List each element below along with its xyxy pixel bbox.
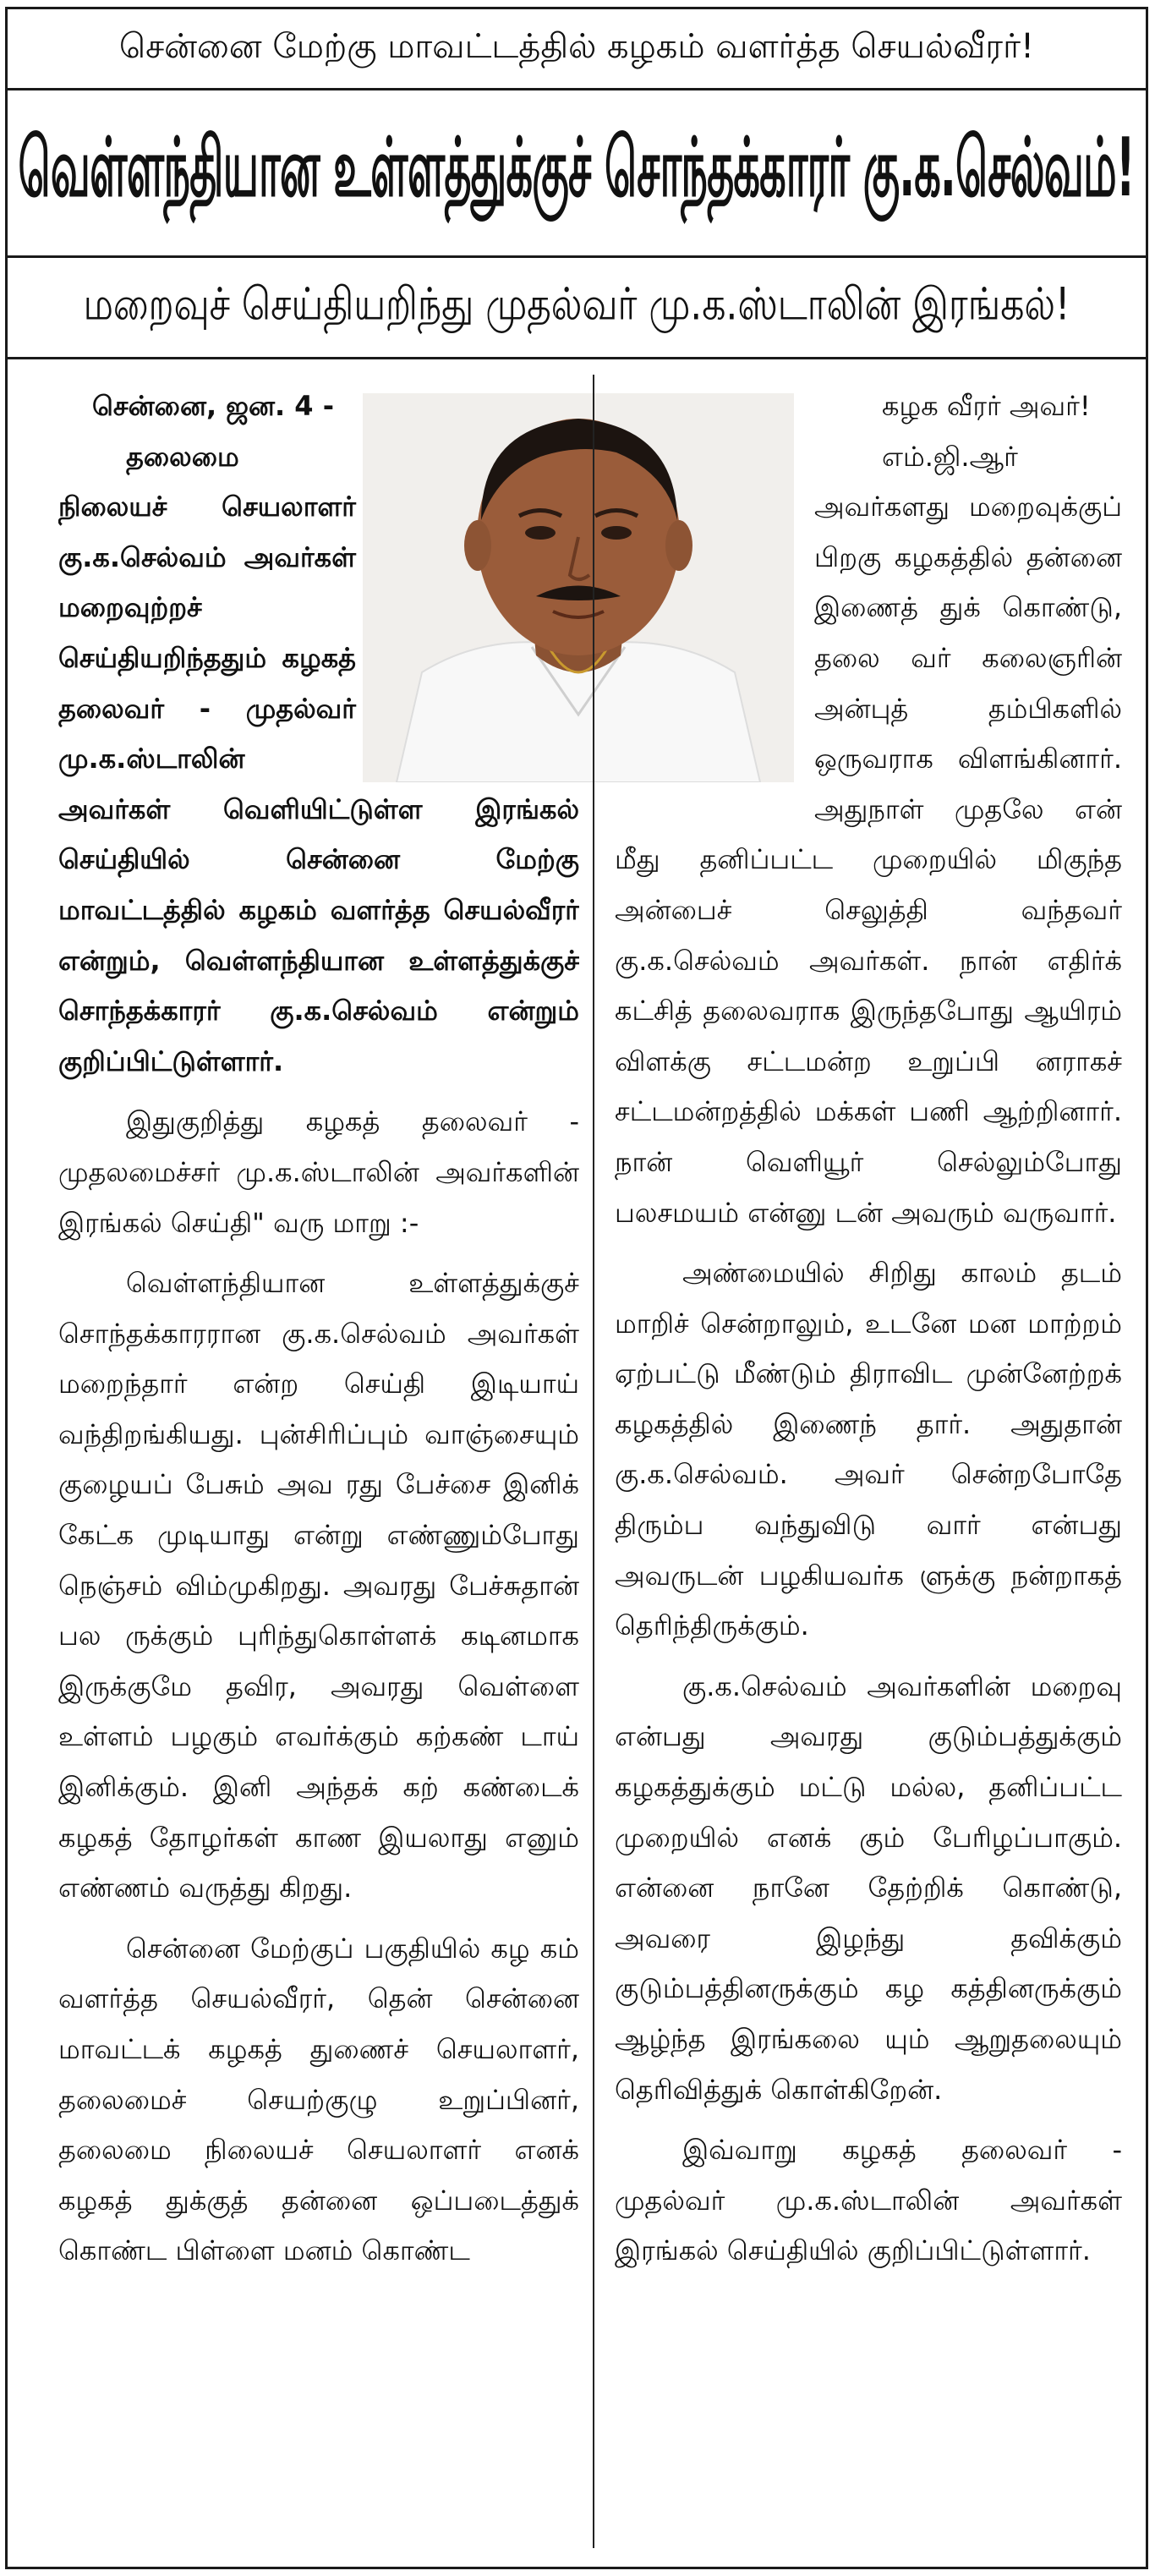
headline-sub-text: மறைவுச் செய்தியறிந்து முதல்வர் மு.க.ஸ்டாலின் இரங்கல்! <box>83 278 1070 331</box>
column-divider <box>593 375 594 2548</box>
headline-kicker <box>8 9 1146 90</box>
article-body <box>8 359 1146 2569</box>
paragraph-r3: கு.க.செல்வம் அவர்களின் மறைவு என்பது அவரது குடும்பத்துக்கும் கழகத்துக்கும் மட்டு மல்ல, தனிப்பட்ட முறையில் எனக் கும் பேரிழப்பாகும். என்னை நானே தேற்றிக் கொண்டு, அவரை இழந்து தவிக்கும் குடும்பத்தினருக்கும் கழ கத்தினருக்கும் ஆழ்ந்த இரங்கலை யும் ஆறுதலையும் தெரிவித்துக் கொள்கிறேன். <box>615 1669 1122 2106</box>
paragraph-1: இதுகுறித்து கழகத் தலைவர் - முதலமைச்சர் மு.க.ஸ்டாலின் அவர்களின் இரங்கல் செய்தி" வரு மாறு :- <box>58 1105 579 1239</box>
paragraph-3: சென்னை மேற்குப் பகுதியில் கழ கம் வளர்த்த செயல்வீரர், தென் சென்னை மாவட்டக் கழகத் துணைச் செயலாளர், தலைமைச் செயற்குழு உறுப்பினர், தலைமை நிலையச் செயலாளர் எனக் கழகத் துக்குத் தன்னை ஒப்படைத்துக் கொண்ட பிள்ளை மனம் கொண்ட <box>58 1932 579 2267</box>
left-column <box>58 359 579 2569</box>
paragraph-r0: கழக வீரர் அவர்! <box>882 390 1091 422</box>
paragraph-2: வெள்ளந்தியான உள்ளத்துக்குச் சொந்தக்காரரான கு.க.செல்வம் அவர்கள் மறைந்தார் என்ற செய்தி இடியாய் வந்திறங்கியது. புன்சிரிப்பும் வாஞ்சையும் குழையப் பேசும் அவ ரது பேச்சை இனிக் கேட்க முடியாது என்று எண்ணும்போது நெஞ்சம் விம்முகிறது. அவரது பேச்சுதான் பல ருக்கும் புரிந்துகொள்ளக் கடினமாக இருக்குமே தவிர, அவரது வெள்ளை உள்ளம் பழகும் எவர்க்கும் கற்கண் டாய் இனிக்கும். இனி அந்தக் கற் கண்டைக் கழகத் தோழர்கள் காண இயலாது எனும் எண்ணம் வருத்து கிறது. <box>58 1267 579 1905</box>
headline-main-text: வெள்ளந்தியான உள்ளத்துக்குச் சொந்தக்காரர் கு.க.செல்வம்! <box>18 120 1136 215</box>
right-column <box>615 359 1122 2569</box>
headline-kicker-text: சென்னை மேற்கு மாவட்டத்தில் கழகம் வளர்த்த செயல்வீரர்! <box>118 27 1035 66</box>
paragraph-r4: இவ்வாறு கழகத் தலைவர் - முதல்வர் மு.க.ஸ்டாலின் அவர்கள் இரங்கல் செய்தியில் குறிப்பிட்டுள்ளார். <box>615 2134 1122 2267</box>
headline-main <box>8 90 1146 258</box>
news-clipping <box>5 7 1148 2569</box>
dateline: சென்னை, ஜன. 4 - <box>92 390 334 422</box>
lead-paragraph: தலைமை நிலையச் செயலாளர் கு.க.செல்வம் அவர்கள் மறைவுற்றச் செய்தியறிந்ததும் கழகத் தலைவர் - முதல்வர் மு.க.ஸ்டாலின் அவர்கள் வெளியிட்டுள்ள இரங்கல் செய்தியில் சென்னை மேற்கு மாவட்டத்தில் கழகம் வளர்த்த செயல்வீரர் என்றும், வெள்ளந்தியான உள்ளத்துக்குச் சொந்தக்காரர் கு.க.செல்வம் என்றும் குறிப்பிட்டுள்ளார். <box>58 440 579 1077</box>
paragraph-r1: எம்.ஜி.ஆர் அவர்களது மறைவுக்குப் பிறகு கழகத்தில் தன்னை இணைத் துக் கொண்டு, தலை வர் கலைஞரின் அன்புத் தம்பிகளில் ஒருவராக விளங்கினார். அதுநாள் முதலே என் மீது தனிப்பட்ட முறையில் மிகுந்த அன்பைச் செலுத்தி வந்தவர் கு.க.செல்வம் அவர்கள். நான் எதிர்க் கட்சித் தலைவராக இருந்தபோது ஆயிரம் விளக்கு சட்டமன்ற உறுப்பி னராகச் சட்டமன்றத்தில் மக்கள் பணி ஆற்றினார். நான் வெளியூர் செல்லும்போது பலசமயம் என்னு டன் அவரும் வருவார். <box>615 440 1122 1229</box>
headline-sub <box>8 258 1146 359</box>
paragraph-r2: அண்மையில் சிறிது காலம் தடம் மாறிச் சென்றாலும், உடனே மன மாற்றம் ஏற்பட்டு மீண்டும் திராவிட முன்னேற்றக் கழகத்தில் இணைந் தார். அதுதான் கு.க.செல்வம். அவர் சென்றபோதே திரும்ப வந்துவிடு வார் என்பது அவருடன் பழகியவர்க ளுக்கு நன்றாகத் தெரிந்திருக்கும். <box>615 1257 1122 1642</box>
